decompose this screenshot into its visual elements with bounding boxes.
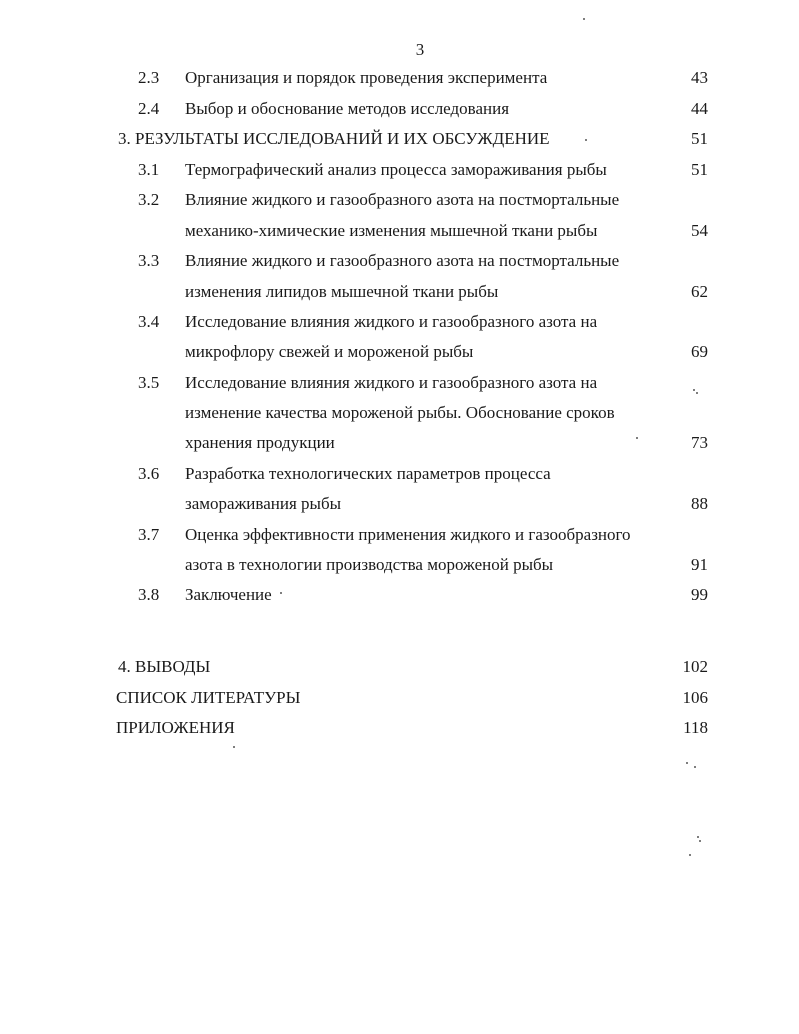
section-title: изменение качества мороженой рыбы. Обоснование сроков — [185, 403, 615, 422]
section-title: Термографический анализ процесса замораживания рыбы — [185, 160, 607, 179]
section-title: микрофлору свежей и мороженой рыбы — [185, 342, 474, 361]
chapter-title: ПРИЛОЖЕНИЯ — [116, 718, 235, 737]
chapter-title: 4. ВЫВОДЫ — [118, 657, 211, 676]
section-number: 3.2 — [138, 190, 160, 209]
section-title: механико-химические изменения мышечной ткани рыбы — [185, 221, 598, 240]
page-ref: 54 — [691, 221, 708, 240]
page-ref: 43 — [691, 68, 708, 87]
page-ref: 118 — [683, 718, 708, 737]
scan-speck — [583, 18, 585, 20]
page-ref: 102 — [682, 657, 708, 676]
page-ref: 91 — [691, 555, 708, 574]
chapter-title: СПИСОК ЛИТЕРАТУРЫ — [116, 688, 301, 707]
scan-speck — [693, 389, 695, 391]
scan-speck — [233, 746, 235, 748]
scan-speck — [689, 854, 691, 856]
page-number: 3 — [415, 40, 425, 59]
page-ref: 73 — [691, 433, 708, 452]
section-number: 3.4 — [138, 312, 160, 331]
page-ref: 88 — [691, 494, 708, 513]
section-title: Исследование влияния жидкого и газообразного азота на — [185, 373, 598, 392]
section-number: 3.1 — [138, 160, 160, 179]
scan-speck — [699, 840, 701, 842]
section-number: 2.4 — [138, 99, 160, 118]
page-ref: 106 — [682, 688, 708, 707]
scan-speck — [585, 139, 587, 141]
section-title: азота в технологии производства мороженой рыбы — [185, 555, 554, 574]
section-title: Выбор и обоснование методов исследования — [185, 99, 510, 118]
scan-speck — [697, 836, 699, 838]
chapter-title: 3. РЕЗУЛЬТАТЫ ИССЛЕДОВАНИЙ И ИХ ОБСУЖДЕНИЕ — [118, 129, 550, 148]
section-title: изменения липидов мышечной ткани рыбы — [185, 282, 499, 301]
scan-speck — [686, 762, 688, 764]
section-title: Организация и порядок проведения эксперимента — [185, 68, 548, 87]
section-title: Влияние жидкого и газообразного азота на постмортальные — [185, 251, 620, 270]
section-number: 3.7 — [138, 525, 160, 544]
page-ref: 44 — [691, 99, 708, 118]
section-title: хранения продукции — [185, 433, 335, 452]
page-ref: 51 — [691, 129, 708, 148]
section-number: 2.3 — [138, 68, 160, 87]
page-ref: 69 — [691, 342, 708, 361]
scan-speck — [696, 392, 698, 394]
scan-speck — [280, 592, 282, 594]
page-ref: 62 — [691, 282, 708, 301]
section-number: 3.3 — [138, 251, 160, 270]
section-number: 3.6 — [138, 464, 160, 483]
section-title: Исследование влияния жидкого и газообразного азота на — [185, 312, 598, 331]
section-number: 3.8 — [138, 585, 160, 604]
page-ref: 51 — [691, 160, 708, 179]
section-title: замораживания рыбы — [185, 494, 342, 513]
scan-speck — [694, 766, 696, 768]
section-title: Оценка эффективности применения жидкого и газообразного — [185, 525, 631, 544]
section-title: Разработка технологических параметров процесса — [185, 464, 551, 483]
section-title: Влияние жидкого и газообразного азота на постмортальные — [185, 190, 620, 209]
section-title: Заключение — [185, 585, 272, 604]
scan-speck — [636, 437, 638, 439]
section-number: 3.5 — [138, 373, 160, 392]
page-ref: 99 — [691, 585, 708, 604]
